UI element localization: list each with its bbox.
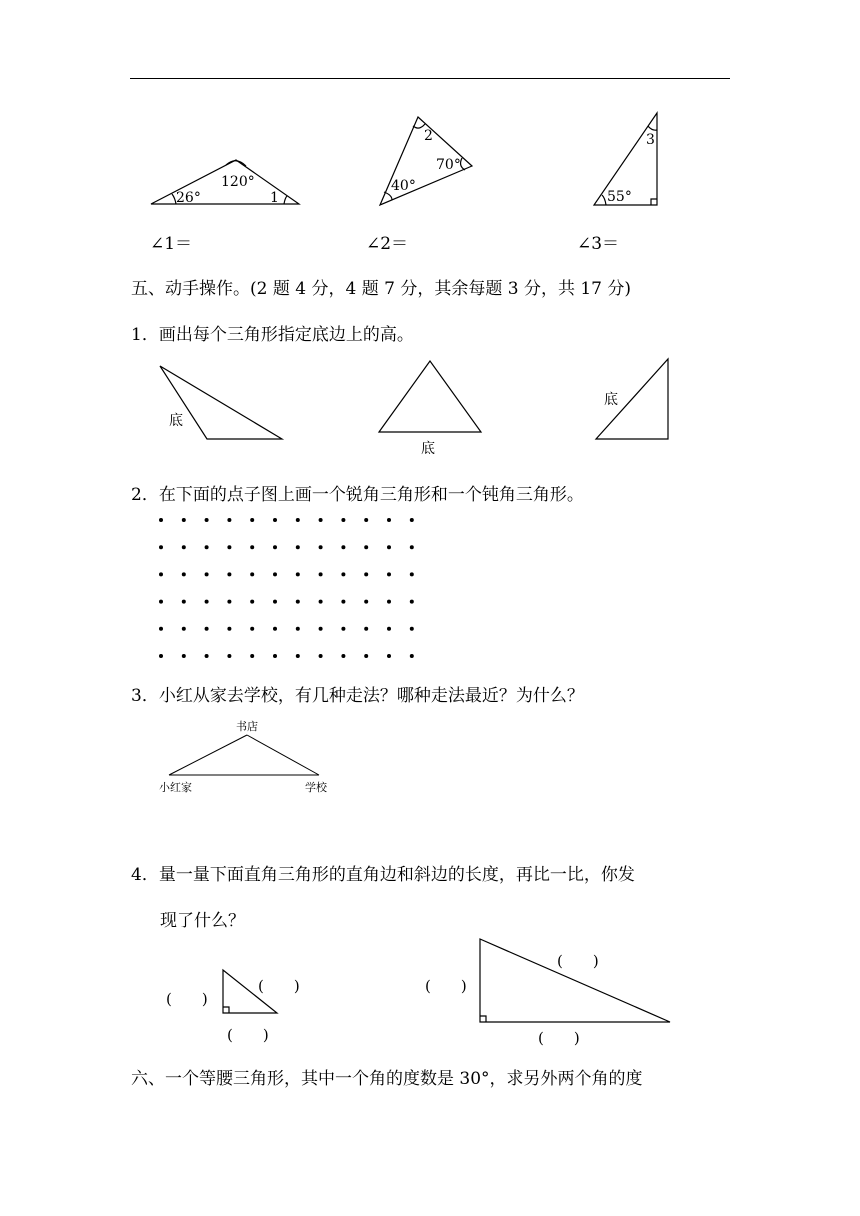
bookstore-label: 书店	[236, 720, 258, 733]
q1-base-label-a: 底	[169, 413, 183, 429]
answer-angle-1: ∠1＝	[150, 234, 193, 254]
q2-text: 2．在下面的点子图上画一个锐角三角形和一个钝角三角形。	[131, 485, 584, 505]
t2-angle-b: 70°	[436, 157, 461, 173]
q4-small-leg-vertical-blank: ( )	[166, 990, 208, 1008]
q1-base-label-b: 底	[421, 441, 435, 457]
t2-angle-c: 40°	[391, 178, 416, 194]
q4-large-hypotenuse-blank: ( )	[557, 952, 599, 970]
section-5-heading: 五、动手操作。(2 题 4 分，4 题 7 分，其余每题 3 分，共 17 分)	[131, 279, 632, 299]
q1-text: 1．画出每个三角形指定底边上的高。	[131, 325, 414, 345]
q4-large-leg-vertical-blank: ( )	[425, 977, 467, 995]
school-label: 学校	[305, 781, 327, 794]
answer-angle-3: ∠3＝	[577, 234, 620, 254]
t2-angle-a: 2	[424, 128, 433, 144]
q4-large-leg-horizontal-blank: ( )	[538, 1029, 580, 1047]
home-label: 小红家	[159, 781, 192, 794]
q4-small-leg-horizontal-blank: ( )	[227, 1026, 269, 1044]
q4-text-line1: 4．量一量下面直角三角形的直角边和斜边的长度，再比一比，你发	[131, 865, 635, 885]
section-6-heading: 六、一个等腰三角形，其中一个角的度数是 30°，求另外两个角的度	[131, 1069, 643, 1089]
t1-angle-c: 1	[270, 190, 279, 206]
t3-angle-a: 3	[646, 132, 655, 148]
q4-text-line2: 现了什么？	[160, 911, 245, 931]
t3-angle-b: 55°	[607, 189, 632, 205]
q3-text: 3．小红从家去学校，有几种走法？哪种走法最近？为什么？	[131, 686, 584, 706]
t1-angle-a: 120°	[221, 174, 255, 190]
answer-angle-2: ∠2＝	[366, 234, 409, 254]
q4-small-hypotenuse-blank: ( )	[258, 977, 300, 995]
t1-angle-b: 26°	[176, 190, 201, 206]
q1-base-label-c: 底	[604, 392, 618, 408]
